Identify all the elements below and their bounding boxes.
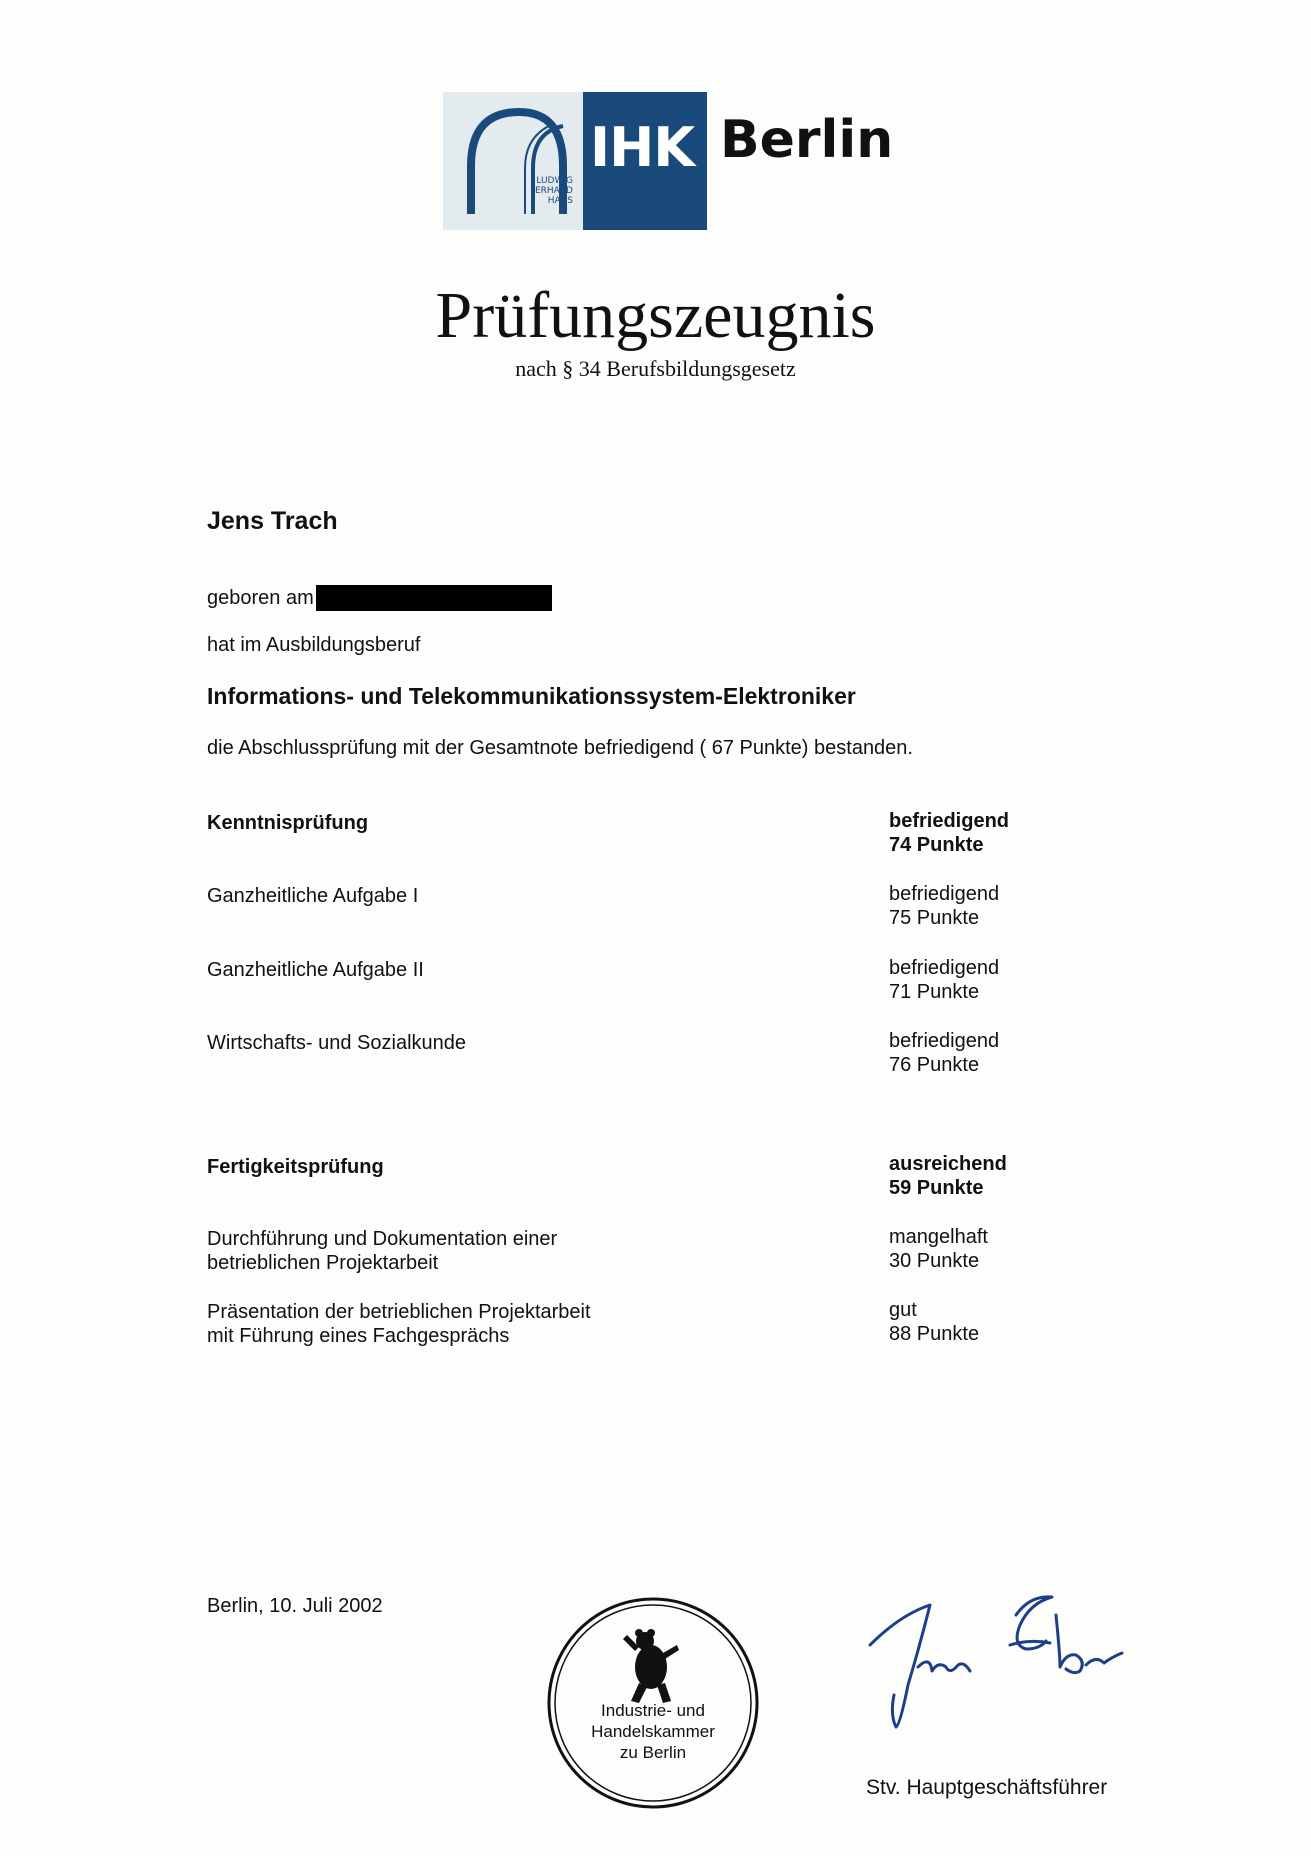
points: 71 Punkte	[889, 981, 980, 1003]
born-label: geboren am	[207, 586, 314, 609]
birth-line	[207, 585, 552, 611]
building-line: HAUS	[547, 196, 573, 206]
points: 30 Punkte	[889, 1250, 980, 1272]
ihk-logo	[443, 92, 707, 230]
subject-row	[207, 958, 424, 982]
grade: befriedigend	[889, 957, 1000, 979]
grade: befriedigend	[889, 810, 1010, 832]
points: 88 Punkte	[889, 1323, 980, 1345]
points: 75 Punkte	[889, 907, 980, 929]
signature	[860, 1575, 1160, 1745]
subject-row	[207, 1031, 466, 1055]
seal-line: Handelskammer	[591, 1722, 715, 1741]
subject-label: betrieblichen Projektarbeit	[207, 1252, 439, 1274]
grade: befriedigend	[889, 1030, 1000, 1052]
grade: ausreichend	[889, 1153, 1007, 1175]
document-title: Prüfungszeugnis	[435, 279, 876, 352]
seal-line: zu Berlin	[619, 1743, 687, 1762]
building-line: ERHARD	[534, 186, 573, 196]
section-heading-skills: Fertigkeitsprüfung	[207, 1156, 384, 1178]
grade: befriedigend	[889, 883, 1000, 905]
subject-label: Ganzheitliche Aufgabe II	[207, 959, 424, 981]
result-sentence: die Abschlussprüfung mit der Gesamtnote befriedigend ( 67 Punkte) bestanden.	[207, 737, 913, 759]
subject-result	[889, 956, 999, 1004]
building-line: LUDWIG	[536, 176, 573, 186]
subject-row	[207, 1227, 557, 1275]
logo-org-abbr: IHK	[590, 116, 695, 179]
vocation-intro: hat im Ausbildungsberuf	[207, 634, 421, 656]
signer-role: Stv. Hauptgeschäftsführer	[866, 1776, 1108, 1799]
profession: Informations- und Telekommunikationssystem-Elektroniker	[207, 683, 856, 709]
bear-icon	[623, 1629, 679, 1703]
redacted-birthdate	[316, 585, 552, 611]
building-name	[517, 176, 573, 206]
subject-result	[889, 1298, 979, 1346]
subject-label: Präsentation der betrieblichen Projektarbeit	[207, 1301, 591, 1323]
points: 76 Punkte	[889, 1054, 980, 1076]
subject-result	[889, 1029, 999, 1077]
subject-label: mit Führung eines Fachgesprächs	[207, 1325, 510, 1347]
subject-row	[207, 884, 418, 908]
grade: mangelhaft	[889, 1226, 988, 1248]
seal-text	[545, 1700, 761, 1763]
seal-line: Industrie- und	[601, 1701, 705, 1720]
points: 59 Punkte	[889, 1177, 984, 1199]
subject-result	[889, 882, 999, 930]
subject-result	[889, 1225, 988, 1273]
grade: gut	[889, 1299, 917, 1321]
subject-label: Wirtschafts- und Sozialkunde	[207, 1032, 467, 1054]
points: 74 Punkte	[889, 834, 984, 856]
section-result-knowledge	[889, 809, 1009, 857]
subject-row	[207, 1300, 591, 1348]
place-date: Berlin, 10. Juli 2002	[207, 1595, 383, 1617]
subject-label: Durchführung und Dokumentation einer	[207, 1228, 558, 1250]
candidate-name: Jens Trach	[207, 507, 338, 535]
section-heading-knowledge: Kenntnisprüfung	[207, 812, 369, 834]
logo-city: Berlin	[720, 110, 894, 170]
document-subtitle: nach § 34 Berufsbildungsgesetz	[515, 356, 796, 381]
subject-label: Ganzheitliche Aufgabe I	[207, 885, 419, 907]
section-result-skills	[889, 1152, 1007, 1200]
